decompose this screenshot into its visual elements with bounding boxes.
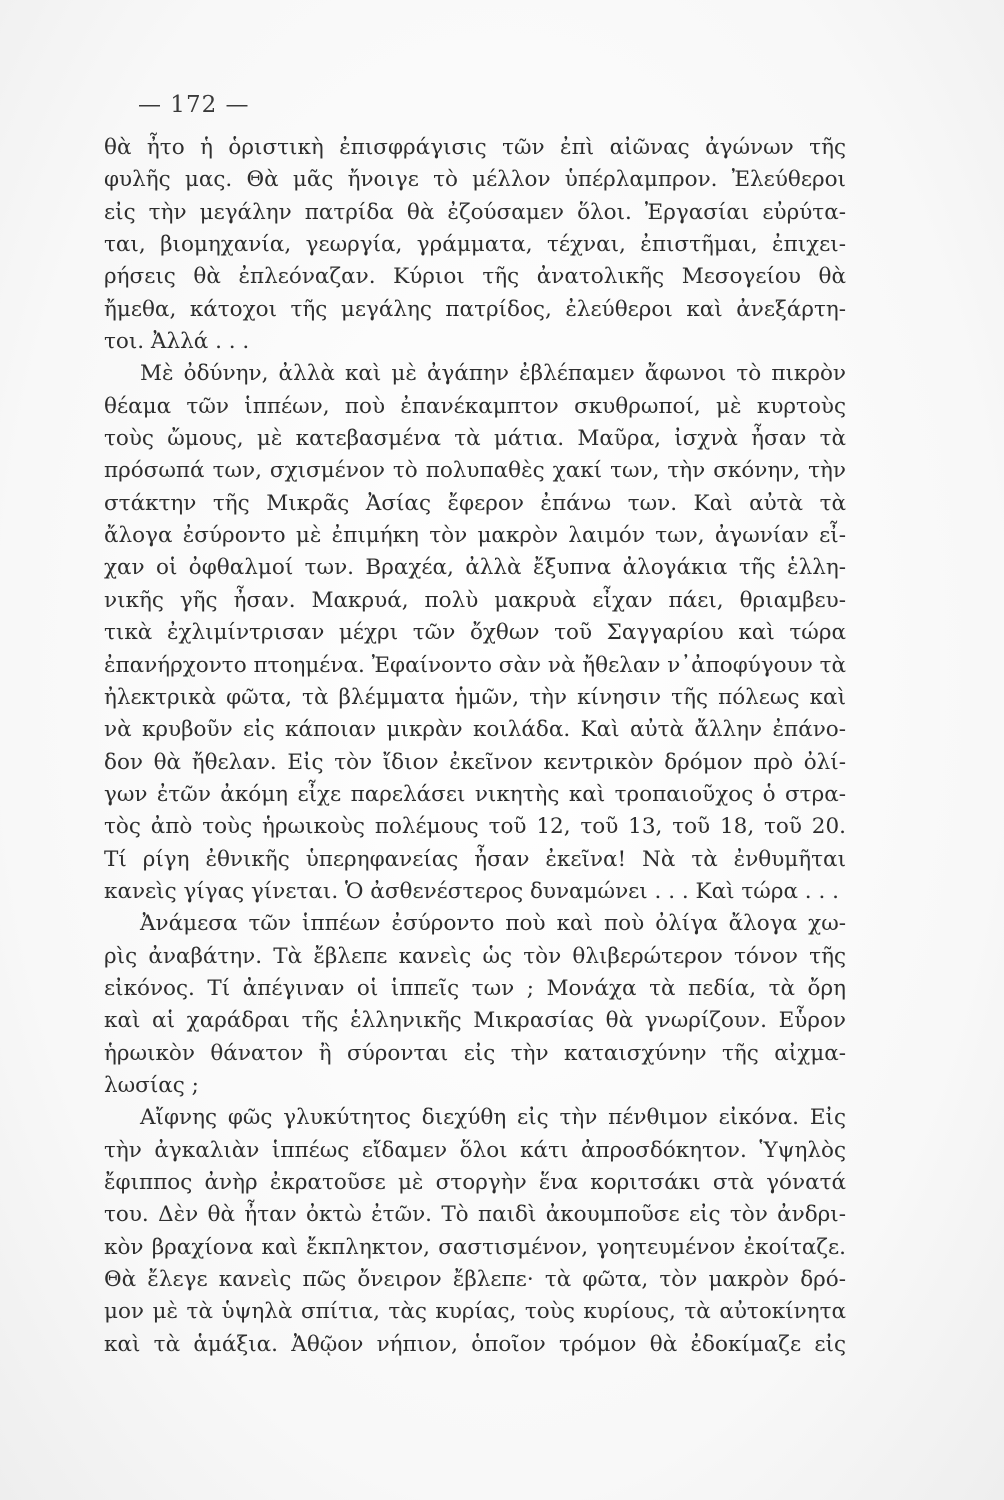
text-line: τοι. Ἀλλά . . . (104, 329, 250, 355)
text-line: τοὺς ὤμους, μὲ κατεβασμένα τὰ μάτια. Μαῦρα, ἰσχνὰ ἦσαν τὰ (104, 426, 846, 452)
text-line: εἰκόνος. Τί ἀπέγιναν οἱ ἱππεῖς των ; Μονάχα τὰ πεδία, τὰ ὄρη (104, 975, 846, 1001)
paragraph (104, 132, 846, 358)
text-line: Ἀνάμεσα τῶν ἱππέων ἐσύροντο ποὺ καὶ ποὺ ὀλίγα ἄλογα χω- (140, 911, 846, 937)
paragraph (104, 358, 846, 908)
text-line: Μὲ ὀδύνην, ἀλλὰ καὶ μὲ ἀγάπην ἐβλέπαμεν ἄφωνοι τὸ πικρὸν (140, 361, 846, 387)
text-line: λωσίας ; (104, 1072, 199, 1098)
text-line: κανεὶς γίγας γίνεται. Ὁ ἀσθενέστερος δυναμώνει . . . Καὶ τώρα . . . (104, 878, 839, 904)
text-line: ται, βιομηχανία, γεωργία, γράμματα, τέχναι, ἐπιστῆμαι, ἐπιχει- (104, 232, 846, 258)
text-line: ρὶς ἀναβάτην. Τὰ ἔβλεπε κανεὶς ὡς τὸν θλιβερώτερον τόνον τῆς (104, 943, 846, 969)
text-line: τὸς ἀπὸ τοὺς ἡρωικοὺς πολέμους τοῦ 12, τοῦ 13, τοῦ 18, τοῦ 20. (104, 814, 846, 840)
text-line: θὰ ἦτο ἡ ὁριστικὴ ἐπισφράγισις τῶν ἐπὶ αἰῶνας ἀγώνων τῆς (104, 135, 846, 160)
paragraph (104, 1102, 846, 1361)
text-line: Θὰ ἔλεγε κανεὶς πῶς ὄνειρον ἔβλεπε· τὰ φῶτα, τὸν μακρὸν δρό- (104, 1267, 846, 1293)
text-line: Τί ρίγη ἐθνικῆς ὑπερηφανείας ἦσαν ἐκεῖνα! Νὰ τὰ ἐνθυμῆται (104, 846, 846, 872)
text-line: ρήσεις θὰ ἐπλεόναζαν. Κύριοι τῆς ἀνατολικῆς Μεσογείου θὰ (104, 264, 846, 290)
text-line: καὶ τὰ ἁμάξια. Ἀθῷον νήπιον, ὁποῖον τρόμον θὰ ἐδοκίμαζε εἰς (104, 1331, 846, 1357)
text-line: θέαμα τῶν ἱππέων, ποὺ ἐπανέκαμπτον σκυθρωποί, μὲ κυρτοὺς (104, 393, 846, 419)
text-line: τικὰ ἐχλιμίντρισαν μέχρι τῶν ὄχθων τοῦ Σαγγαρίου καὶ τώρα (104, 620, 846, 646)
text-line: ἐπανήρχοντο πτοημένα. Ἐφαίνοντο σὰν νὰ ἤθελαν ν᾽ἀποφύγουν τὰ (104, 652, 847, 678)
text-line: φυλῆς μας. Θὰ μᾶς ἤνοιγε τὸ μέλλον ὑπέρλαμπρον. Ἐλεύθεροι (104, 167, 846, 193)
text-line: στάκτην τῆς Μικρᾶς Ἀσίας ἔφερον ἐπάνω των. Καὶ αὐτὰ τὰ (104, 490, 846, 516)
text-line: πρόσωπά των, σχισμένον τὸ πολυπαθὲς χακί των, τὴν σκόνην, τὴν (104, 458, 846, 484)
text-line: του. Δὲν θὰ ἦταν ὀκτὼ ἐτῶν. Τὸ παιδὶ ἀκουμποῦσε εἰς τὸν ἀνδρι- (104, 1202, 846, 1228)
text-line: ἡρωικὸν θάνατον ἢ σύρονται εἰς τὴν καταισχύνην τῆς αἰχμα- (104, 1040, 846, 1066)
text-line: μον μὲ τὰ ὑψηλὰ σπίτια, τὰς κυρίας, τοὺς κυρίους, τὰ αὐτοκίνητα (104, 1299, 846, 1325)
text-line: ἄλογα ἐσύροντο μὲ ἐπιμήκη τὸν μακρὸν λαιμόν των, ἀγωνίαν εἶ- (104, 523, 846, 549)
text-line: νικῆς γῆς ἦσαν. Μακρυά, πολὺ μακρυὰ εἶχαν πάει, θριαμβευ- (104, 587, 846, 613)
text-line: ἤμεθα, κάτοχοι τῆς μεγάλης πατρίδος, ἐλεύθεροι καὶ ἀνεξάρτη- (104, 296, 846, 322)
text-line: κὸν βραχίονα καὶ ἔκπληκτον, σαστισμένον, γοητευμένον ἐκοίταζε. (104, 1234, 846, 1260)
paragraph (104, 908, 846, 1102)
text-line: ἠλεκτρικὰ φῶτα, τὰ βλέμματα ἡμῶν, τὴν κίνησιν τῆς πόλεως καὶ (104, 684, 846, 710)
text-line: Αἴφνης φῶς γλυκύτητος διεχύθη εἰς τὴν πένθιμον εἰκόνα. Εἰς (140, 1105, 846, 1131)
text-line: εἰς τὴν μεγάλην πατρίδα θὰ ἐζούσαμεν ὅλοι. Ἐργασίαι εὐρύτα- (104, 199, 846, 225)
text-line: δον θὰ ἤθελαν. Εἰς τὸν ἴδιον ἐκεῖνον κεντρικὸν δρόμον πρὸ ὀλί- (104, 749, 846, 775)
page-number: — 172 — (138, 92, 250, 118)
text-line: χαν οἱ ὀφθαλμοί των. Βραχέα, ἀλλὰ ἔξυπνα ἀλογάκια τῆς ἑλλη- (104, 555, 846, 581)
text-line: τὴν ἀγκαλιὰν ἱππέως εἴδαμεν ὅλοι κάτι ἀπροσδόκητον. Ὑψηλὸς (104, 1137, 846, 1163)
text-line: καὶ αἱ χαράδραι τῆς ἑλληνικῆς Μικρασίας θὰ γνωρίζουν. Εὗρον (104, 1008, 846, 1034)
body-text (104, 132, 846, 1361)
text-line: νὰ κρυβοῦν εἰς κάποιαν μικρὰν κοιλάδα. Καὶ αὐτὰ ἄλλην ἐπάνο- (104, 717, 846, 743)
text-line: γων ἐτῶν ἀκόμη εἶχε παρελάσει νικητὴς καὶ τροπαιοῦχος ὁ στρα- (104, 781, 846, 807)
text-line: ἔφιππος ἀνὴρ ἐκρατοῦσε μὲ στοργὴν ἕνα κοριτσάκι στὰ γόνατά (104, 1170, 846, 1195)
